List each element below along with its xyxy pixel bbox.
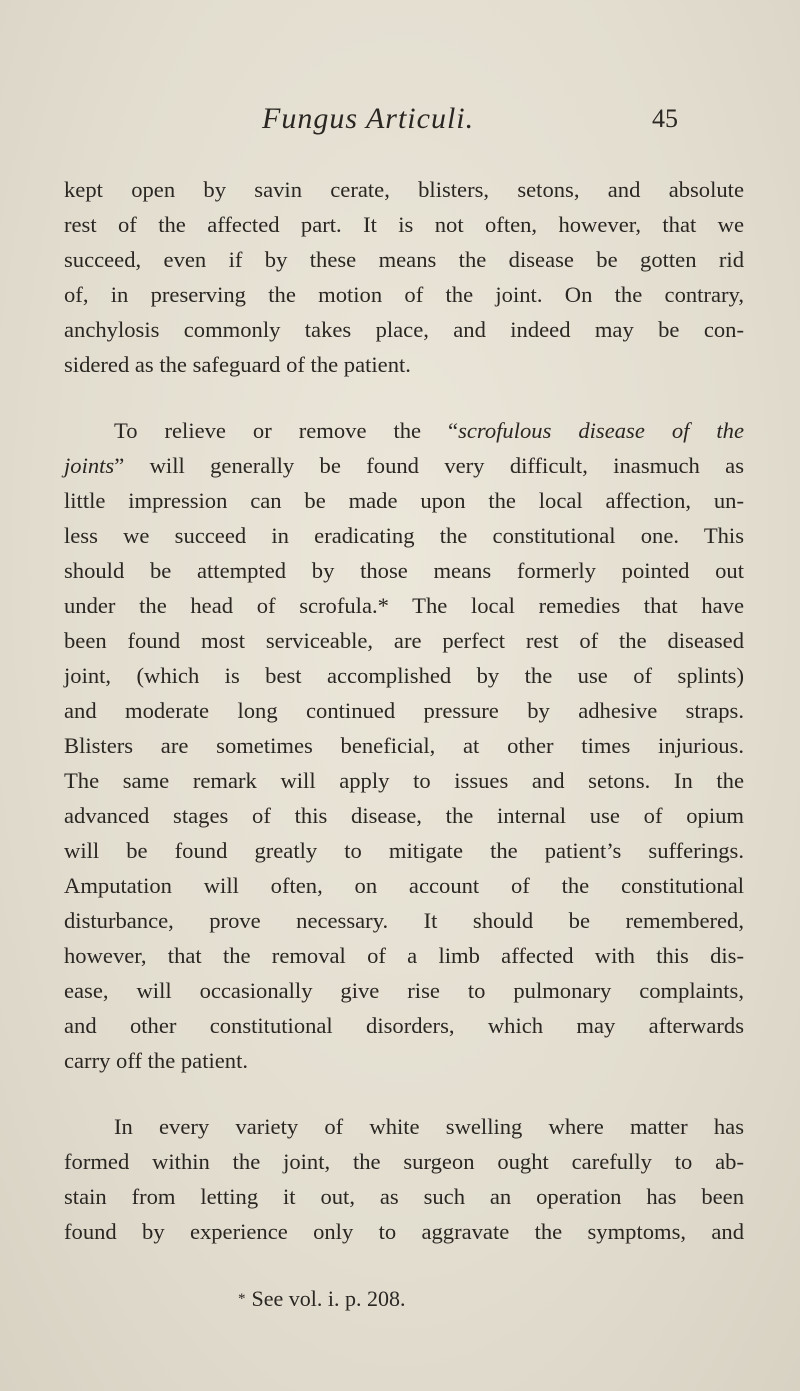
text-line: and moderate long continued pressure by adhesive straps.: [64, 698, 744, 723]
text-line: stain from letting it out, as such an operation has been: [64, 1184, 744, 1209]
italic-phrase: scrofulous disease of the: [458, 418, 744, 443]
text-line: succeed, even if by these means the disease be gotten rid: [64, 247, 744, 272]
text-line: Amputation will often, on account of the constitutional: [64, 873, 744, 898]
text-line: The same remark will apply to issues and setons. In the: [64, 768, 744, 793]
text-line: rest of the affected part. It is not often, however, that we: [64, 212, 744, 237]
text-line: been found most serviceable, are perfect rest of the diseased: [64, 628, 744, 653]
text-line: sidered as the safeguard of the patient.: [64, 352, 411, 377]
footnote-mark: *: [238, 1291, 246, 1307]
running-title: Fungus Articuli.: [262, 102, 475, 135]
text-line: less we succeed in eradicating the constitutional one. This: [64, 523, 744, 548]
text-line: joints” will generally be found very difficult, inasmuch as: [64, 453, 744, 478]
text-line: carry off the patient.: [64, 1048, 249, 1073]
text-line: and other constitutional disorders, which may afterwards: [64, 1013, 744, 1038]
footnote: [238, 1284, 406, 1314]
text-line: Blisters are sometimes beneficial, at other times injurious.: [64, 733, 744, 758]
text-line: of, in preserving the motion of the joint. On the contrary,: [64, 282, 744, 307]
text-line: kept open by savin cerate, blisters, setons, and absolute: [64, 177, 744, 202]
text-line: will be found greatly to mitigate the patient’s sufferings.: [64, 838, 744, 863]
text-line: To relieve or remove the “scrofulous disease of the: [114, 418, 744, 443]
text-line: advanced stages of this disease, the internal use of opium: [64, 803, 744, 828]
text-line: found by experience only to aggravate the symptoms, and: [64, 1219, 744, 1244]
text-line: ease, will occasionally give rise to pulmonary complaints,: [64, 978, 744, 1003]
text-line: In every variety of white swelling where matter has: [114, 1114, 744, 1139]
text-line: under the head of scrofula.* The local remedies that have: [64, 593, 744, 618]
footnote-text: See vol. i. p. 208.: [251, 1286, 406, 1311]
italic-phrase: joints: [64, 453, 115, 478]
text-line: formed within the joint, the surgeon ought carefully to ab-: [64, 1149, 744, 1174]
text-line: joint, (which is best accomplished by the use of splints): [64, 663, 744, 688]
text-line: however, that the removal of a limb affected with this dis-: [64, 943, 744, 968]
text-line: little impression can be made upon the local affection, un-: [64, 488, 744, 513]
text-line: disturbance, prove necessary. It should be remembered,: [64, 908, 744, 933]
page-number: 45: [652, 104, 678, 133]
text-line: anchylosis commonly takes place, and indeed may be con-: [64, 317, 744, 342]
text-line: should be attempted by those means formerly pointed out: [64, 558, 744, 583]
running-head: [0, 102, 800, 146]
